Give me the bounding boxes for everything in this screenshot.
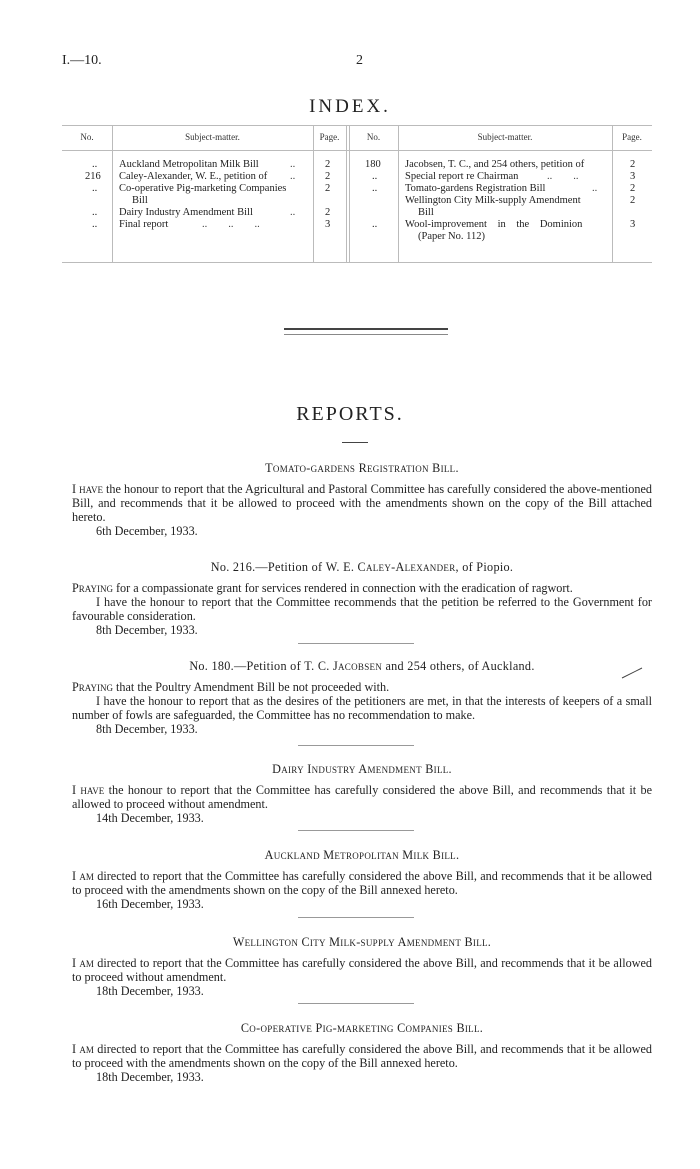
section-date: 18th December, 1933. xyxy=(96,1070,204,1084)
section-title xyxy=(72,659,652,673)
title-suffix: , of Piopio. xyxy=(455,560,514,574)
table-top-rule xyxy=(62,125,652,126)
section-title: Dairy Industry Amendment Bill. xyxy=(272,762,452,776)
lead-words: I am xyxy=(72,869,94,883)
row-subject: Auckland Metropolitan Milk Bill xyxy=(119,159,259,170)
section-date: 8th December, 1933. xyxy=(96,722,198,736)
row-subject: Caley-Alexander, W. E., petition of xyxy=(119,171,268,182)
row-no: .. xyxy=(372,171,378,182)
table-header-rule xyxy=(62,150,652,151)
header-no: No. xyxy=(80,132,94,142)
col-divider xyxy=(112,125,113,262)
row-page: 2 xyxy=(325,171,331,182)
lead-words: Praying xyxy=(72,581,113,595)
row-dots: .. .. .. xyxy=(202,219,260,230)
row-page: 3 xyxy=(325,219,331,230)
header-page: Page. xyxy=(622,132,642,142)
divider-double-rule xyxy=(284,328,448,335)
row-no: 216 xyxy=(85,171,101,182)
section-separator xyxy=(298,643,414,644)
lead-words: I have xyxy=(72,783,105,797)
row-page: 2 xyxy=(630,195,636,206)
row-no: .. xyxy=(92,159,98,170)
col-divider-double xyxy=(349,125,350,262)
row-subject: Final report xyxy=(119,219,169,230)
section-separator xyxy=(298,1003,414,1004)
section-body: the honour to report that the Committee has carefully considered the above Bill, and recommends that it be allowed to proceed without amendment. xyxy=(72,783,652,811)
section-body: I have the honour to report that as the desires of the petitioners are met, in that the interests of keepers of a small number of fowls are safeguarded, the Committee has no recommendation to make. xyxy=(72,694,652,722)
row-no: .. xyxy=(92,219,98,230)
report-section xyxy=(72,848,652,911)
section-date: 16th December, 1933. xyxy=(96,897,204,911)
section-title: Tomato-gardens Registration Bill. xyxy=(265,461,459,475)
index-title: INDEX. xyxy=(309,96,391,117)
lead-words: I have xyxy=(72,482,103,496)
row-no: .. xyxy=(372,183,378,194)
section-separator xyxy=(298,830,414,831)
row-subject: Dairy Industry Amendment Bill xyxy=(119,207,253,218)
title-prefix: No. 180.—Petition of xyxy=(189,659,305,673)
header-page: Page. xyxy=(319,132,340,142)
header-subject: Subject-matter. xyxy=(477,132,533,142)
page-number: 2 xyxy=(356,53,363,68)
report-section xyxy=(72,935,652,998)
row-no: 180 xyxy=(365,159,381,170)
section-body: that the Poultry Amendment Bill be not proceeded with. xyxy=(112,680,390,694)
section-title: Wellington City Milk-supply Amendment Bill. xyxy=(232,935,492,949)
divider-short-rule xyxy=(342,442,368,443)
index-table xyxy=(62,125,652,263)
section-date: 6th December, 1933. xyxy=(96,524,198,538)
row-subject: Wellington City Milk-supply Amendment xyxy=(405,195,581,206)
lead-words: I am xyxy=(72,956,94,970)
row-subject: Jacobsen, T. C., and 254 others, petition of xyxy=(405,159,585,170)
row-page: 3 xyxy=(630,171,636,182)
section-title: Co-operative Pig-marketing Companies Bill. xyxy=(240,1021,484,1035)
petitioner-name: W. E. Caley-Alexander xyxy=(325,560,456,574)
section-body: the honour to report that the Agricultural and Pastoral Committee has carefully considered the above-mentioned Bill, and recommends that it be allowed to proceed with the amendments shown on the copy of the Bill attached hereto. xyxy=(72,482,652,524)
row-subject: Special report re Chairman xyxy=(405,171,519,182)
lead-words: Praying xyxy=(72,680,113,694)
row-subject: Wool-improvement in the Dominion xyxy=(405,219,583,230)
section-body: directed to report that the Committee has carefully considered the above Bill, and recommends that it be allowed to proceed with the amendments shown on the copy of the Bill annexed hereto. xyxy=(72,869,652,897)
row-subject: Bill xyxy=(418,207,434,218)
row-subject: (Paper No. 112) xyxy=(418,231,485,242)
col-divider xyxy=(313,125,314,262)
row-page: 3 xyxy=(630,219,636,230)
report-section xyxy=(72,560,652,637)
row-dots: .. .. xyxy=(547,171,579,182)
lead-words: I am xyxy=(72,1042,94,1056)
reports-title: REPORTS. xyxy=(296,403,404,425)
section-body: I have the honour to report that the Committee recommends that the petition be referred to the Government for favourable consideration. xyxy=(72,595,652,623)
row-subject: Co-operative Pig-marketing Companies xyxy=(119,183,287,194)
row-dots: .. xyxy=(290,171,296,182)
header-no: No. xyxy=(366,132,381,142)
document-code: I.—10. xyxy=(62,53,102,68)
row-no: .. xyxy=(92,207,98,218)
petitioner-name: T. C. Jacobsen xyxy=(304,659,383,673)
section-title xyxy=(72,560,652,574)
col-divider-double xyxy=(346,125,347,262)
section-body: directed to report that the Committee has carefully considered the above Bill, and recommends that it be allowed to proceed without amendment. xyxy=(72,956,652,984)
row-subject: Tomato-gardens Registration Bill xyxy=(405,183,546,194)
col-divider xyxy=(612,125,613,262)
row-no: .. xyxy=(372,219,378,230)
row-page: 2 xyxy=(325,183,331,194)
section-separator xyxy=(298,745,414,746)
section-date: 14th December, 1933. xyxy=(96,811,204,825)
handwritten-tick-mark xyxy=(620,666,644,680)
section-title: Auckland Metropolitan Milk Bill. xyxy=(264,848,460,862)
col-divider xyxy=(398,125,399,262)
report-section xyxy=(72,1021,652,1084)
row-dots: .. xyxy=(290,159,296,170)
row-subject: Bill xyxy=(132,195,148,206)
section-body: directed to report that the Committee has carefully considered the above Bill, and recommends that it be allowed to proceed with the amendments shown on the copy of the Bill annexed hereto. xyxy=(72,1042,652,1070)
section-separator xyxy=(298,917,414,918)
table-bottom-rule xyxy=(62,262,652,263)
header-subject: Subject-matter. xyxy=(185,132,240,142)
row-dots: .. xyxy=(592,183,598,194)
section-date: 18th December, 1933. xyxy=(96,984,204,998)
section-body: for a compassionate grant for services rendered in connection with the eradication of ragwort. xyxy=(112,581,573,595)
report-section xyxy=(72,659,652,736)
row-page: 2 xyxy=(325,207,331,218)
report-section xyxy=(72,461,652,538)
row-page: 2 xyxy=(325,159,331,170)
row-page: 2 xyxy=(630,159,636,170)
row-no: .. xyxy=(92,183,98,194)
title-suffix: and 254 others, of Auckland. xyxy=(382,659,535,673)
title-prefix: No. 216.—Petition of xyxy=(210,560,326,574)
row-page: 2 xyxy=(630,183,636,194)
report-section xyxy=(72,762,652,825)
row-dots: .. xyxy=(290,207,296,218)
section-date: 8th December, 1933. xyxy=(96,623,198,637)
